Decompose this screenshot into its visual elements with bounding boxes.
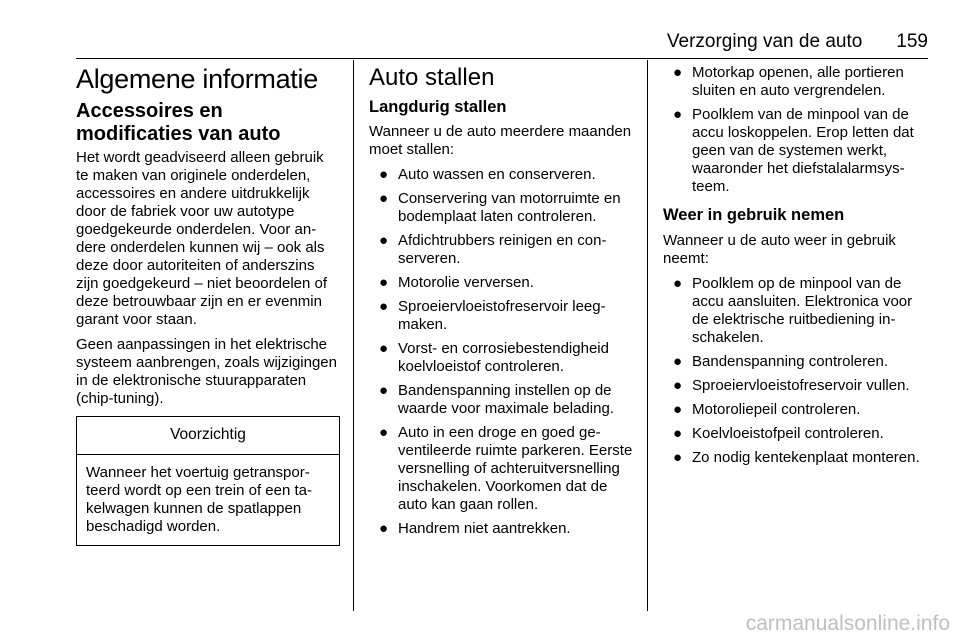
list-item: ● Koelvloeistofpeil controleren.: [673, 424, 884, 442]
bullet-icon: ●: [379, 232, 389, 250]
bullet-icon: ●: [379, 382, 389, 400]
recommission-intro: Wanneer u de auto weer in gebruik neemt:: [663, 231, 896, 267]
long-storage-list: [369, 166, 633, 538]
page-header: [76, 28, 928, 56]
caution-title: Voorzichtig: [77, 417, 339, 455]
caution-text: Wanneer het voertuig getransporteerd wordt op een trein of een takelwagen kunnen de spatlappen beschadigd worden.: [86, 464, 312, 536]
list-item: ● Motoroliepeil controleren.: [673, 400, 861, 418]
list-item: ● Vorst- en corrosiebestendigheid koelvloeistof controleren.: [379, 340, 609, 376]
accessories-paragraph-1: Het wordt geadviseerd alleen gebruik te maken van originele onderdelen, accessoires en andere uitdrukkelijk door de fabriek voor uw autotype goedgekeurde onderdelen. Voor andere onderdelen kunnen wij – ook als deze door autoriteiten of anderszins zijn goedgekeurd – niet beoordelen of deze betrouwbaar zijn en er evenmin garant voor staan.: [76, 149, 328, 329]
list-item: ● Poolklem van de minpool van de accu loskoppelen. Erop letten dat geen van de systemen werkt, waaronder het diefstalalarmsysteem.: [673, 106, 914, 195]
list-item: ● Conservering van motorruimte en bodemplaat laten controleren.: [379, 190, 621, 226]
storage-list-continued: [663, 64, 929, 196]
recommission-list: [663, 275, 929, 467]
list-item: ● Motorolie verversen.: [379, 274, 534, 292]
column-middle: [369, 64, 633, 544]
list-item: ● Zo nodig kentekenplaat monteren.: [673, 448, 920, 466]
bullet-icon: ●: [673, 448, 683, 466]
bullet-icon: ●: [379, 520, 389, 538]
section-title: Verzorging van de auto: [666, 31, 863, 52]
storage-heading: Auto stallen: [369, 64, 495, 91]
accessories-heading: Accessoires en modificaties van auto: [76, 100, 281, 146]
accessories-paragraph-2: Geen aanpassingen in het elektrische systeem aanbrengen, zoals wijzigingen in de elektronische stuurapparaten (chip-tuning).: [76, 336, 337, 408]
list-item: ● Auto wassen en conserveren.: [379, 166, 596, 184]
bullet-icon: ●: [673, 64, 683, 81]
bullet-icon: ●: [379, 298, 389, 316]
long-storage-heading: Langdurig stallen: [369, 97, 507, 116]
list-item: ● Handrem niet aantrekken.: [379, 520, 571, 538]
bullet-icon: ●: [673, 352, 683, 370]
bullet-icon: ●: [379, 424, 389, 442]
column-divider-1: [353, 60, 354, 611]
list-item: ● Auto in een droge en goed geventileerde ruimte parkeren. Eerste versnelling of achteruitversnelling inschakelen. Voorkomen dat de auto kan gaan rollen.: [379, 424, 633, 514]
list-item: ● Poolklem op de minpool van de accu aansluiten. Elektronica voor de elektrische ruitbediening inschakelen.: [673, 274, 913, 346]
column-divider-2: [647, 60, 648, 611]
bullet-icon: ●: [673, 424, 683, 442]
bullet-icon: ●: [673, 376, 683, 394]
long-storage-intro: Wanneer u de auto meerdere maanden moet stallen:: [369, 123, 632, 159]
list-item: ● Sproeiervloeistofreservoir vullen.: [673, 376, 910, 394]
bullet-icon: ●: [379, 166, 389, 184]
watermark: carmanualsonline.info: [745, 612, 950, 635]
list-item: ● Motorkap openen, alle portieren sluiten en auto vergrendelen.: [673, 64, 904, 99]
bullet-icon: ●: [673, 274, 683, 292]
column-left: [76, 64, 340, 546]
bullet-icon: ●: [673, 400, 683, 418]
recommission-heading: Weer in gebruik nemen: [663, 206, 845, 224]
page-number: 159: [896, 31, 928, 52]
bullet-icon: ●: [379, 340, 389, 358]
column-right: [663, 64, 929, 473]
bullet-icon: ●: [379, 190, 389, 208]
list-item: ● Bandenspanning controleren.: [673, 352, 888, 370]
bullet-icon: ●: [379, 274, 389, 292]
caution-box: [76, 416, 340, 546]
list-item: ● Sproeiervloeistofreservoir leegmaken.: [379, 298, 606, 334]
chapter-title: Algemene informatie: [76, 64, 318, 94]
bullet-icon: ●: [673, 106, 683, 123]
header-rule: [76, 58, 928, 59]
list-item: ● Afdichtrubbers reinigen en conserveren.: [379, 232, 607, 268]
list-item: ● Bandenspanning instellen op de waarde voor maximale belading.: [379, 382, 614, 418]
